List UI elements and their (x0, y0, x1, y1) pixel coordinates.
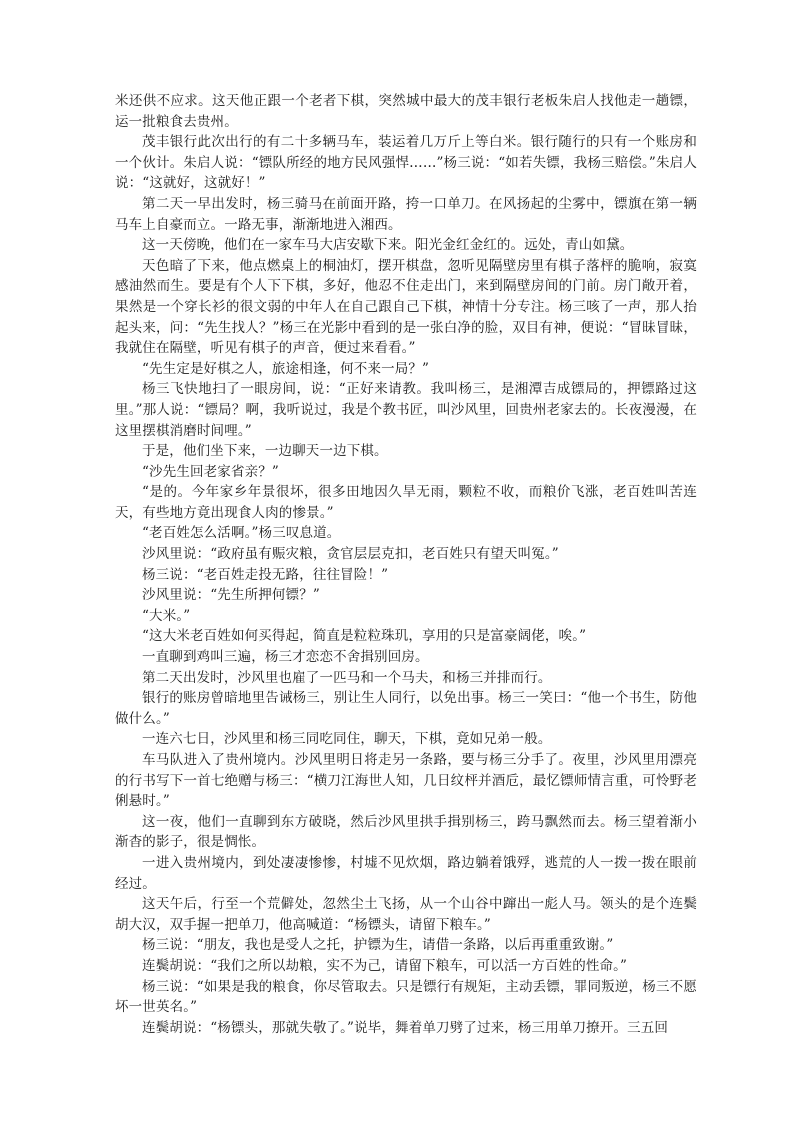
paragraph: “沙先生回老家省亲？” (142, 463, 279, 480)
paragraph: 杨三飞快地扫了一眼房间，说：“正好来请教。我叫杨三，是湘潭吉成镖局的，押镖路过这里。”那人说：“镖局？啊，我听说过，我是个教书匠，叫沙风里，回贵州老家去的。长夜漫漫，在这里摆棋消磨时间哩。” (115, 381, 697, 439)
paragraph: 一直聊到鸡叫三遍，杨三才恋恋不舍揖别回房。 (142, 649, 429, 666)
paragraph: “是的。今年家乡年景很坏，很多田地因久旱无雨，颗粒不收，而粮价飞涨，老百姓叫苦连天，有些地方竟出现食人肉的惨景。” (115, 484, 697, 521)
paragraph: 一连六七日，沙风里和杨三同吃同住，聊天，下棋，竟如兄弟一般。 (142, 731, 552, 748)
paragraph: 米还供不应求。这天他正跟一个老者下棋，突然城中最大的茂丰银行老板朱启人找他走一趟镖，运一批粮食去贵州。 (115, 93, 697, 130)
paragraph: 连鬓胡说：“我们之所以劫粮，实不为己，请留下粮车，可以活一方百姓的性命。” (142, 957, 628, 974)
paragraph: 连鬓胡说：“杨镖头，那就失敬了。”说毕，舞着单刀劈了过来，杨三用单刀撩开。三五回 (142, 1019, 669, 1036)
paragraph: 银行的账房曾暗地里告诫杨三，别让生人同行，以免出事。杨三一笑曰：“他一个书生，防他做什么。” (115, 690, 697, 727)
paragraph: 车马队进入了贵州境内。沙风里明日将走另一条路，要与杨三分手了。夜里，沙风里用漂亮的行书写下一首七绝赠与杨三：“横刀江海世人知，几日纹枰并酒卮，最忆镖师情言重，可怜野老俐悬时。” (115, 752, 697, 810)
paragraph: “先生定是好棋之人，旅途相逢，何不来一局？” (142, 360, 430, 377)
paragraph: 天色暗了下来，他点燃桌上的桐油灯，摆开棋盘，忽听见隔壁房里有棋子落枰的脆响，寂寞感油然而生。要是有个人下下棋，多好，他忍不住走出门，来到隔壁房间的门前。房门敞开着，果然是一个穿长衫的很文弱的中年人在自己跟自己下棋，神情十分专注。杨三咳了一声，那人抬起头来，问：“先生找人？”杨三在光影中看到的是一张白净的脸，双目有神，便说：“冒昧冒昧，我就住在隔壁，听见有棋子的声音，便过来看看。” (115, 257, 697, 357)
paragraph: 沙风里说：“政府虽有赈灾粮，贪官层层克扣，老百姓只有望天叫冤。” (142, 546, 559, 563)
paragraph: 杨三说：“老百姓走投无路，往往冒险！” (142, 566, 389, 583)
paragraph: 这天午后，行至一个荒僻处，忽然尘土飞扬，从一个山谷中蹿出一彪人马。领头的是个连鬓胡大汉，双手握一把单刀，他高喊道：“杨镖头，请留下粮车。” (115, 896, 697, 933)
paragraph: 杨三说：“如果是我的粮食，你尽管取去。只是镖行有规矩，主动丢镖，罪同叛逆，杨三不愿坏一世英名。” (115, 978, 697, 1016)
paragraph: 沙风里说：“先生所押何镖？” (142, 587, 320, 604)
paragraph: 于是，他们坐下来，一边聊天一边下棋。 (142, 443, 388, 460)
paragraph: “大米。” (142, 607, 191, 624)
paragraph: 这一夜，他们一直聊到东方破晓，然后沙风里拱手揖别杨三，跨马飘然而去。杨三望着渐小渐杳的影子，很是惆怅。 (115, 813, 697, 851)
document-page (115, 91, 697, 1038)
paragraph: 杨三说：“朋友，我也是受人之托，护镖为生，请借一条路，以后再重重致谢。” (142, 937, 614, 954)
paragraph: 第二天出发时，沙风里也雇了一匹马和一个马夫，和杨三并排而行。 (142, 669, 552, 686)
paragraph: 茂丰银行此次出行的有二十多辆马车，装运着几万斤上等白米。银行随行的只有一个账房和一个伙计。朱启人说：“镖队所经的地方民风强悍……”杨三说：“如若失镖，我杨三赔偿。”朱启人说：“这就好，这就好！” (115, 134, 697, 192)
paragraph: 第二天一早出发时，杨三骑马在前面开路，挎一口单刀。在风扬起的尘雾中，镖旗在第一辆马车上自豪而立。一路无事，渐渐地进入湘西。 (115, 195, 697, 233)
paragraph: “老百姓怎么活啊。”杨三叹息道。 (142, 525, 341, 542)
paragraph: 一进入贵州境内，到处凄凄惨惨，村墟不见炊烟，路边躺着饿殍，逃荒的人一拨一拨在眼前经过。 (115, 854, 697, 892)
paragraph: “这大米老百姓如何买得起，简直是粒粒珠玑，享用的只是富豪阔佬，唉。” (142, 628, 587, 645)
paragraph: 这一天傍晚，他们在一家车马大店安歇下来。阳光金红金红的。远处，青山如黛。 (142, 237, 634, 254)
